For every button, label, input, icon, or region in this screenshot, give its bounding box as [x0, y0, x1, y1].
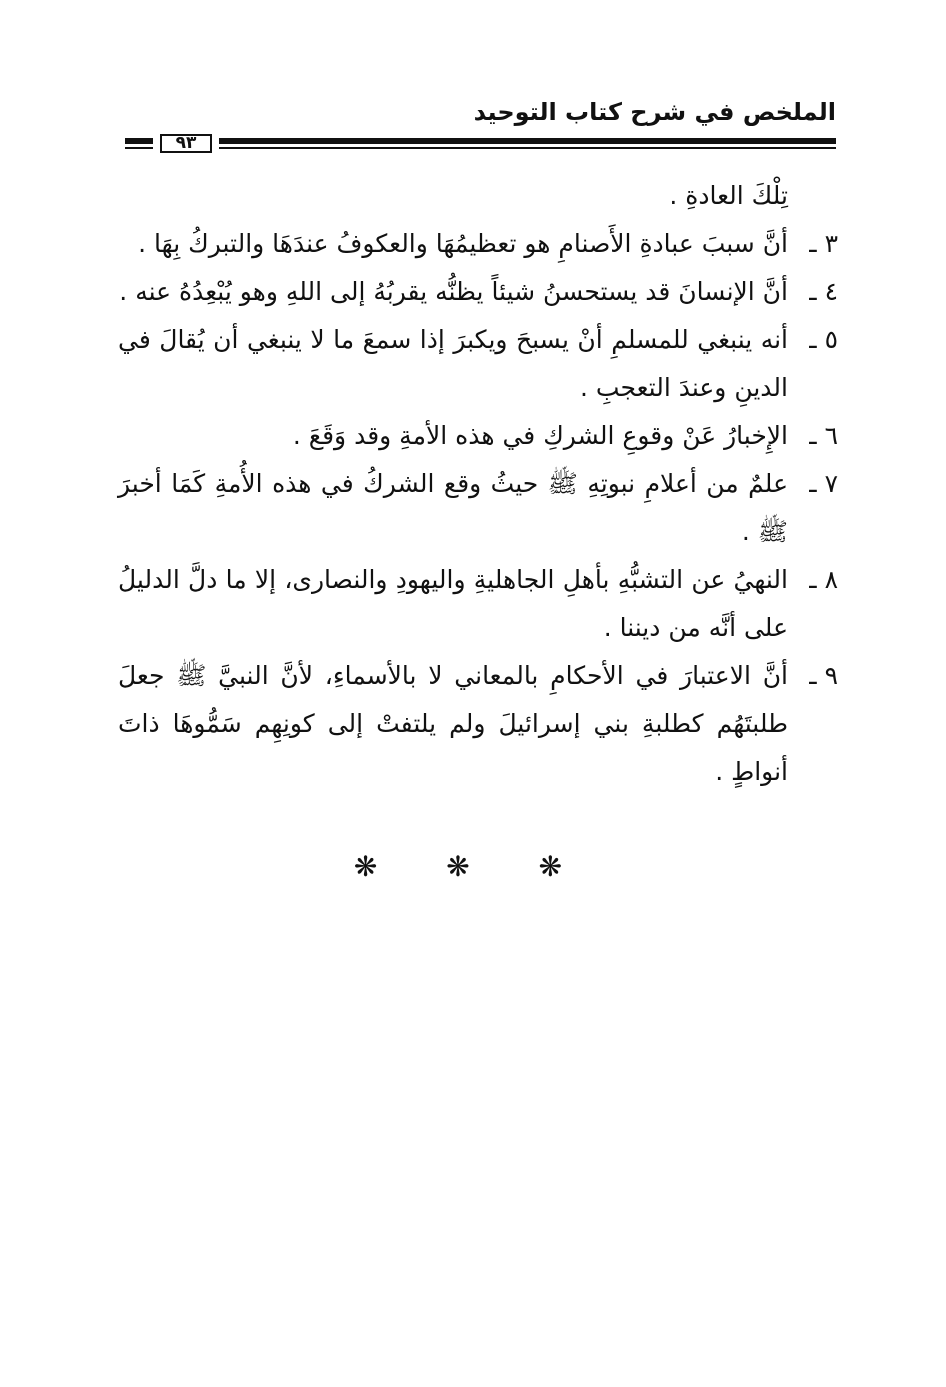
item-text: علمٌ من أعلامِ نبوتِهِ ﷺ حيثُ وقع الشركُ في هذه الأُمةِ كَمَا أخبرَ ﷺ . [118, 469, 788, 546]
header-rule-left [125, 134, 153, 154]
page-number: ٩٣ [160, 134, 212, 153]
list-item [118, 316, 838, 412]
list-item [118, 220, 838, 268]
section-separator: ❋ ❋ ❋ [353, 850, 593, 883]
item-text: أنَّ الاعتبارَ في الأحكامِ بالمعاني لا بالأسماءِ، لأنَّ النبيَّ ﷺ جعلَ طلبتَهُم كطلبةِ بني إسرائيلَ ولم يلتفتْ إلى كونِهِم سَمُّوهَا ذاتَ أنواطٍ . [118, 661, 788, 786]
list-item [118, 556, 838, 652]
item-number: ٨ ـ [809, 565, 838, 594]
item-number: ٥ ـ [809, 325, 838, 354]
header-rule-right [219, 134, 836, 154]
list-item [118, 268, 838, 316]
item-text: أنَّ سببَ عبادةِ الأَصنامِ هو تعظيمُهَا والعكوفُ عندَهَا والتبركُ بِهَا . [138, 229, 788, 258]
page-body [118, 172, 838, 796]
header-rule [125, 134, 836, 154]
item-number: ٦ ـ [809, 421, 838, 450]
item-text: أنَّ الإنسانَ قد يستحسنُ شيئاً يظنُّه يقربُهُ إلى اللهِ وهو يُبْعِدُهُ عنه . [119, 277, 788, 306]
item-text: الإِخبارُ عَنْ وقوعِ الشركِ في هذه الأمةِ وقد وَقَعَ . [292, 421, 788, 450]
item-text: أنه ينبغي للمسلمِ أنْ يسبحَ ويكبرَ إذا سمعَ ما لا ينبغي أن يُقالَ في الدينِ وعندَ التعجبِ . [118, 325, 788, 402]
book-title: الملخص في شرح كتاب التوحيد [473, 98, 836, 126]
list-item [118, 412, 838, 460]
item-text: النهيُ عن التشبُّهِ بأهلِ الجاهليةِ واليهودِ والنصارى، إلا ما دلَّ الدليلُ على أنَّه من ديننا . [118, 565, 788, 642]
list-item [118, 652, 838, 796]
item-number: ٤ ـ [809, 277, 838, 306]
list-item [118, 460, 838, 556]
continuation-line: تِلْكَ العادةِ . [669, 181, 788, 210]
item-number: ٣ ـ [809, 229, 838, 258]
item-number: ٩ ـ [809, 661, 838, 690]
item-number: ٧ ـ [809, 469, 838, 498]
